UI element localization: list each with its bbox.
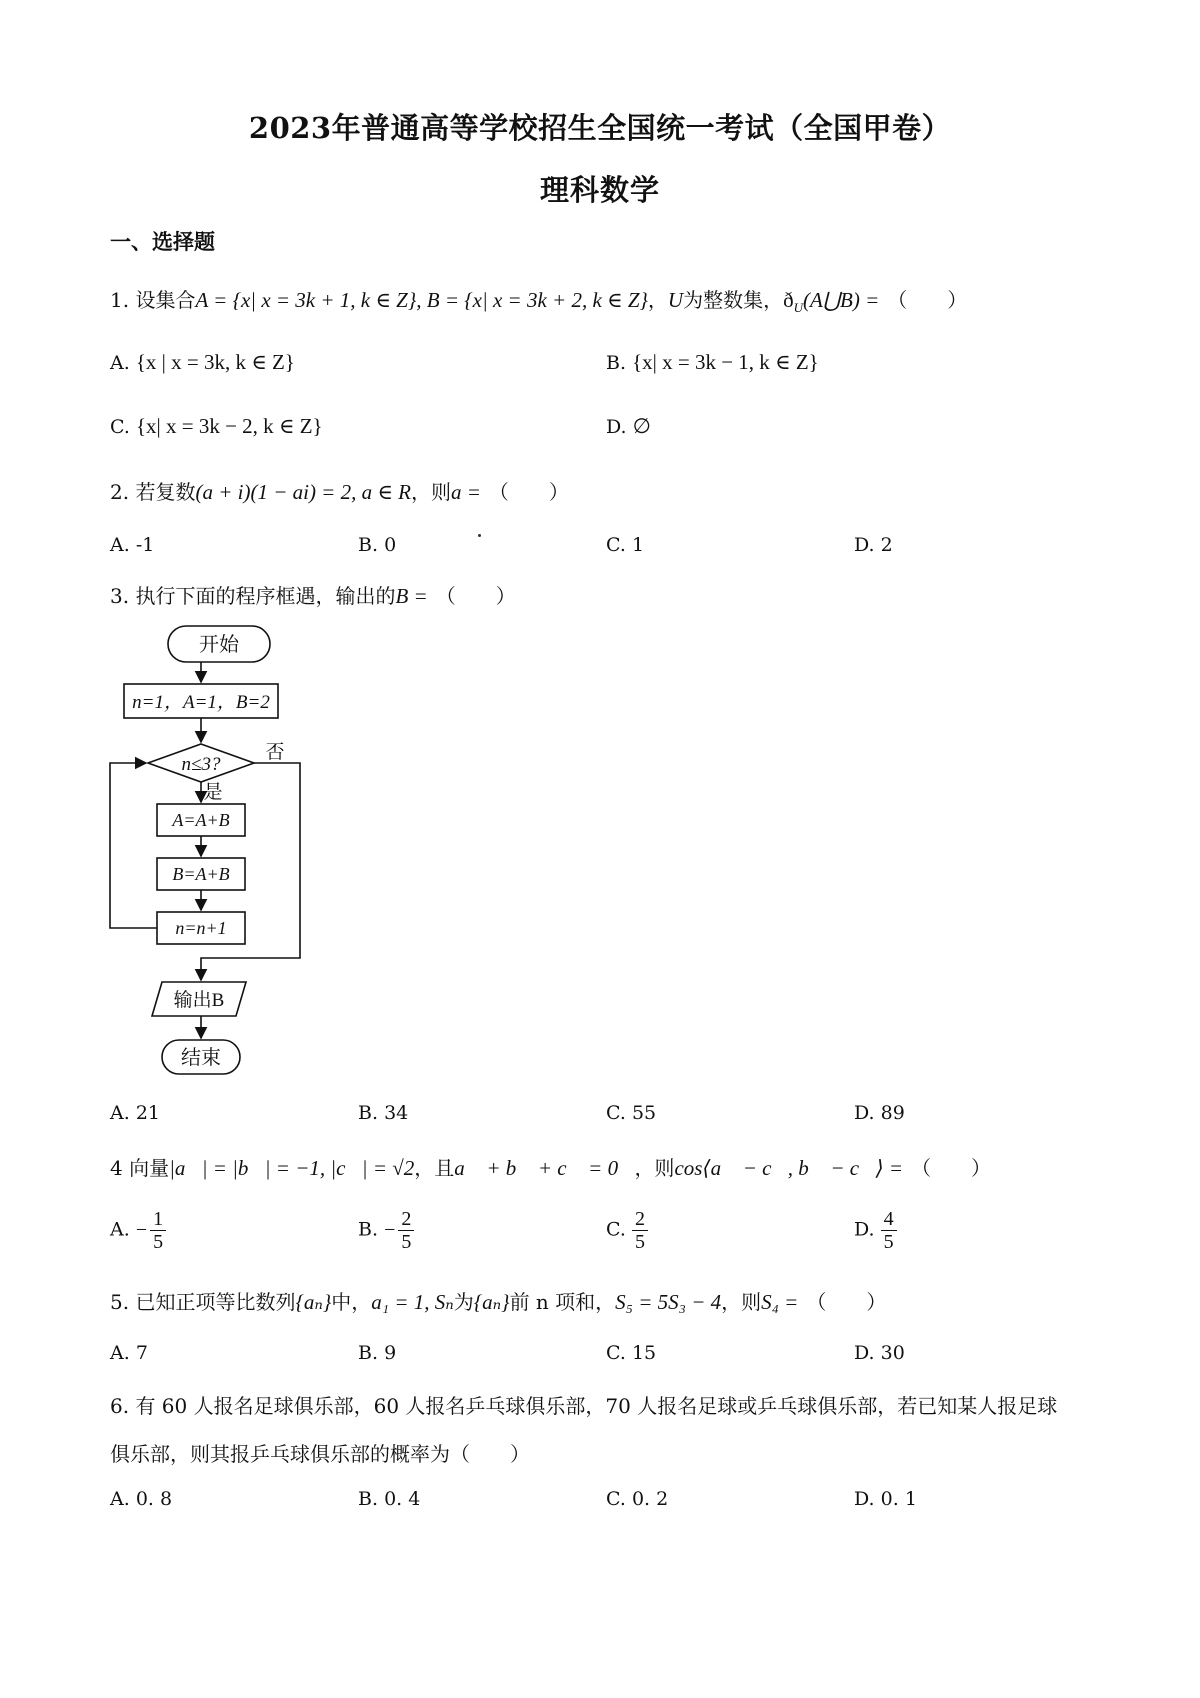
q4-cos: cos⟨a⃗ − c⃗, b⃗ − c⃗⟩ = [674,1156,904,1180]
exam-subtitle: 理科数学 [539,173,660,207]
q1-u: U [667,288,684,312]
q4-option-c[interactable]: C. $\frac{2}{5}$ [606,1208,648,1253]
q2-paren: （ ） [488,480,569,504]
question-1-stem [110,284,967,316]
q3-paren: （ ） [435,584,516,608]
stray-dot [478,534,481,537]
q6-option-d[interactable]: D. 0. 1 [854,1488,917,1510]
q1-complement: ð [783,288,794,312]
q1-option-b[interactable]: B. {x| x = 3k − 1, k ∈ Z} [606,350,819,374]
q3-stem: 3. 执行下面的程序框遇，输出的 [110,584,396,608]
flow-end-label: 结束 [181,1047,221,1069]
q1-option-d[interactable]: D. ∅ [606,414,651,438]
flow-no-label: 否 [265,742,285,763]
q5-option-a[interactable]: A. 7 [110,1342,148,1364]
q2-equation: (a + i)(1 − ai) = 2, a ∈ R [195,480,411,504]
q2-option-a[interactable]: A. -1 [110,534,155,556]
q2-option-c[interactable]: C. 1 [606,534,645,556]
q1-sets: A = {x| x = 3k + 1, k ∈ Z}, B = {x| x = 3k + 2, k ∈ Z} [195,288,648,312]
question-3-stem [110,580,516,609]
exam-title: 2023年普通高等学校招生全国统一考试（全国甲卷） [248,111,952,145]
q6-option-a[interactable]: A. 0. 8 [110,1488,173,1510]
q3-option-b[interactable]: B. 34 [358,1102,409,1124]
q4-option-a[interactable]: A. − $\frac{1}{5}$ [110,1208,166,1253]
q1-mid: ， [647,288,668,312]
q6-option-c[interactable]: C. 0. 2 [606,1488,669,1510]
q5-option-d[interactable]: D. 30 [854,1342,905,1364]
flow-output-label: 输出B [173,990,225,1011]
program-flowchart [100,612,320,1090]
question-6-line1: 6. 有 60 人报名足球俱乐部，60 人报名乒乓球俱乐部，70 人报名足球或乒乓球俱乐部，若已知某人报足球 [110,1394,1058,1418]
q4-sum: a⃗ + b⃗ + c⃗ = 0⃗ [454,1156,635,1180]
q4-prefix: 4 向量 [110,1156,170,1180]
q4-tail: ，则 [634,1156,675,1180]
q2-option-b[interactable]: B. 0 [358,534,397,556]
flow-step2-label: B=A+B [172,864,230,884]
q2-prefix: 2. 若复数 [110,480,196,504]
question-2-stem [110,476,569,505]
q5-option-c[interactable]: C. 15 [606,1342,657,1364]
q1-expr: (A⋃B) = [802,288,880,312]
q4-option-b[interactable]: B. − $\frac{2}{5}$ [358,1208,414,1253]
q1-paren: （ ） [887,288,968,312]
q4-paren: （ ） [911,1156,992,1180]
flow-yes-label: 是 [203,782,223,803]
q3-option-d[interactable]: D. 89 [854,1102,905,1124]
q3-option-c[interactable]: C. 55 [606,1102,657,1124]
q3-option-a[interactable]: A. 21 [110,1102,160,1124]
question-6-line2: 俱乐部，则其报乒乓球俱乐部的概率为（ ） [110,1442,530,1466]
q1-u-text: 为整数集， [683,288,784,312]
q1-complement-sub: U [793,300,803,315]
q1-option-a[interactable]: A. {x | x = 3k, k ∈ Z} [110,350,295,374]
q2-tail: ，则 [410,480,451,504]
q4-option-d[interactable]: D. $\frac{4}{5}$ [854,1208,897,1253]
q3-ask: B = [395,584,428,608]
flow-step3-label: n=n+1 [175,918,227,938]
q6-option-b[interactable]: B. 0. 4 [358,1488,421,1510]
flow-condition-label: n≤3? [181,754,221,775]
flow-step1-label: A=A+B [172,810,230,830]
q4-mid: ，且 [414,1156,455,1180]
q2-option-d[interactable]: D. 2 [854,534,893,556]
q4-magnitudes: |a⃗| = |b⃗| = −1, |c⃗| = √2 [169,1156,415,1180]
q2-ask: a = [450,480,481,504]
section-heading: 一、选择题 [110,229,215,254]
q1-prefix: 1. 设集合 [110,288,196,312]
q1-option-c[interactable]: C. {x| x = 3k − 2, k ∈ Z} [110,414,323,438]
question-5-stem: 5. 已知正项等比数列{aₙ}中，a₁ = 1, Sₙ为{aₙ}前 n 项和，S₅ = 5S₃ − 4，则S₄ = （ ） [110,1290,887,1314]
flow-start-label: 开始 [199,634,239,656]
q5-option-b[interactable]: B. 9 [358,1342,397,1364]
question-4-stem [110,1152,991,1181]
flow-init-label: n=1，A=1，B=2 [132,692,270,713]
